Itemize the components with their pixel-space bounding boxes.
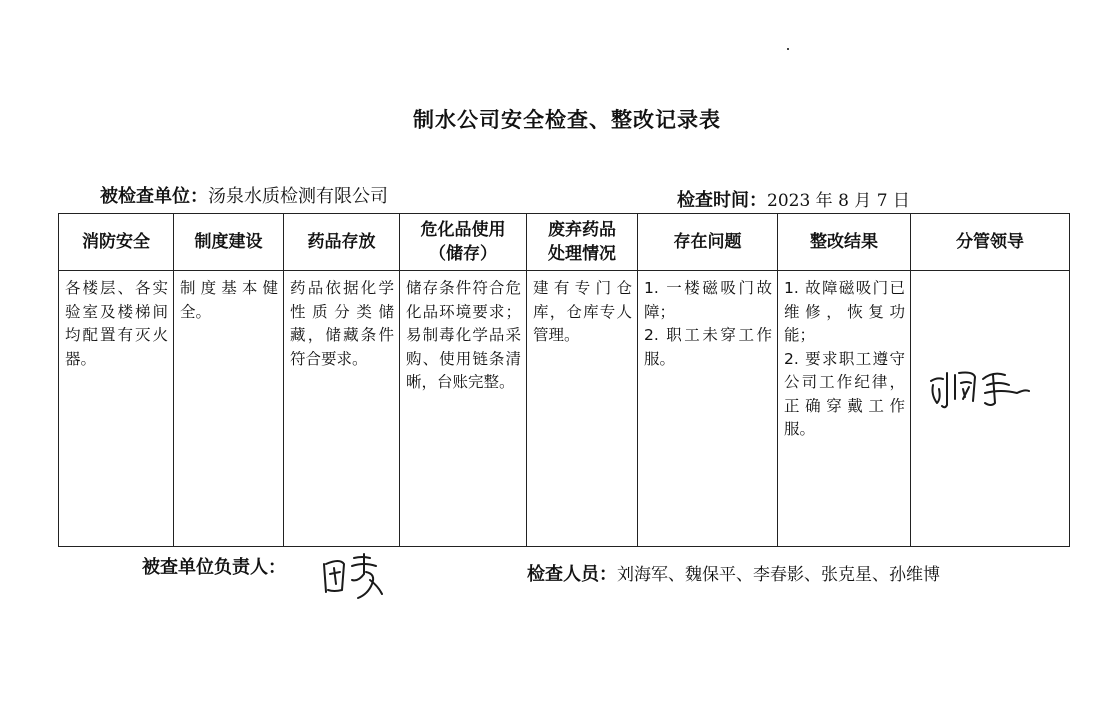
header-waste-drugs xyxy=(527,214,638,271)
cell-waste-drugs: 建有专门仓库，仓库专人管理。 xyxy=(527,271,638,547)
header-fire-safety: 消防安全 xyxy=(59,214,174,271)
header-waste-line2: 处理情况 xyxy=(548,244,616,264)
header-hazmat xyxy=(400,214,527,271)
header-rectification: 整改结果 xyxy=(778,214,911,271)
inspection-time-value: 2023 年 8 月 7 日 xyxy=(767,191,910,211)
header-hazmat-line2: （储存） xyxy=(429,244,497,264)
inspectors-line xyxy=(527,560,940,586)
table-header-row xyxy=(59,214,1070,271)
header-system-building: 制度建设 xyxy=(174,214,284,271)
cell-hazmat: 储存条件符合危化品环境要求；易制毒化学品采购、使用链条清晰，台账完整。 xyxy=(400,271,527,547)
inspection-time-line xyxy=(677,186,910,212)
cell-system-building: 制度基本健全。 xyxy=(174,271,284,547)
leader-signature xyxy=(925,359,1037,417)
cell-drug-storage: 药品依据化学性质分类储藏，储藏条件符合要求。 xyxy=(284,271,400,547)
inspectors-value: 刘海军、魏保平、李春影、张克星、孙维博 xyxy=(617,565,940,585)
inspectors-label: 检查人员： xyxy=(527,564,617,585)
responsible-person-label: 被查单位负责人： xyxy=(142,557,286,578)
inspection-record-table xyxy=(58,213,1070,547)
leader-signature-strokes xyxy=(925,359,1037,417)
cell-leader-signature xyxy=(911,271,1070,547)
page-title: 制水公司安全检查、整改记录表 xyxy=(413,108,721,132)
inspected-unit-line xyxy=(100,182,388,208)
responsible-signature-strokes xyxy=(318,546,390,602)
problem-item-2: 2. 职工未穿工作服。 xyxy=(644,326,772,368)
table-row xyxy=(59,271,1070,547)
cell-problems xyxy=(638,271,778,547)
inspection-time-label: 检查时间： xyxy=(677,190,767,211)
rectification-item-2: 2. 要求职工遵守公司工作纪律，正确穿戴工作服。 xyxy=(784,349,905,438)
inspected-unit-value: 汤泉水质检测有限公司 xyxy=(208,186,388,207)
responsible-person-line xyxy=(142,553,286,579)
rectification-item-1: 1. 故障磁吸门已维修，恢复功能； xyxy=(784,279,905,344)
header-waste-line1: 废弃药品 xyxy=(548,220,616,240)
header-leader: 分管领导 xyxy=(911,214,1070,271)
header-hazmat-line1: 危化品使用 xyxy=(420,220,506,240)
responsible-signature xyxy=(318,546,390,602)
problem-item-1: 1. 一楼磁吸门故障； xyxy=(644,279,772,321)
scan-speck xyxy=(787,48,789,50)
header-problems: 存在问题 xyxy=(638,214,778,271)
inspected-unit-label: 被检查单位： xyxy=(100,186,208,207)
header-drug-storage: 药品存放 xyxy=(284,214,400,271)
cell-fire-safety: 各楼层、各实验室及楼梯间均配置有灭火器。 xyxy=(59,271,174,547)
cell-rectification xyxy=(778,271,911,547)
